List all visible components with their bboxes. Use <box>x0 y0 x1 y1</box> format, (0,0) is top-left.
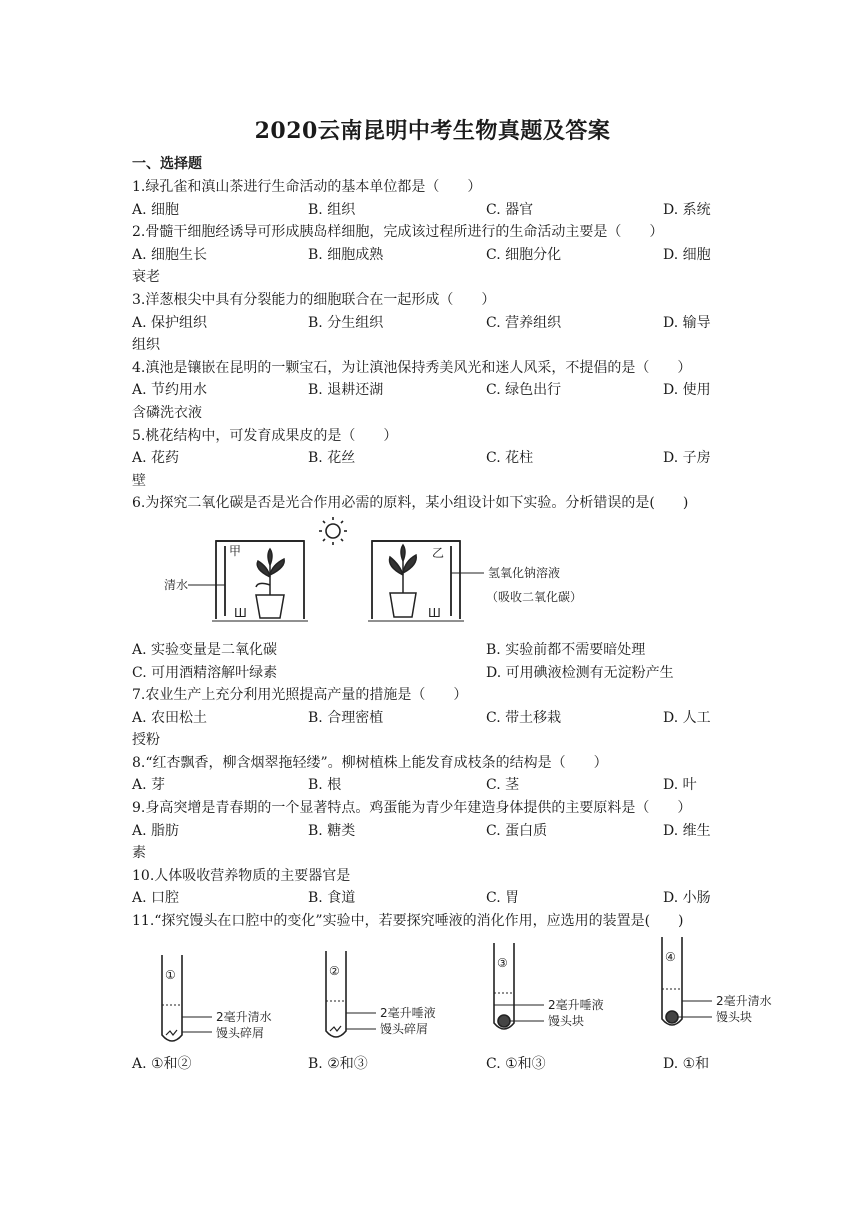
jar-b-icon <box>368 541 464 621</box>
option-a: A. 细胞 <box>132 201 180 218</box>
question-stem: 5.桃花结构中，可发育成果皮的是（ ） <box>132 427 398 444</box>
tube-1-bottom-label: 馒头碎屑 <box>216 1025 265 1040</box>
option-c: C. 可用酒精溶解叶绿素 <box>132 664 278 681</box>
option-a: A. 芽 <box>132 777 166 794</box>
option-b: B. 实验前都不需要暗处理 <box>486 641 646 658</box>
tube-2-number: ② <box>329 963 340 978</box>
plant-b-icon <box>390 545 417 617</box>
section-heading: 一、选择题 <box>132 156 202 172</box>
question-stem: 3.洋葱根尖中具有分裂能力的细胞联合在一起形成（ ） <box>132 291 496 308</box>
test-tube-figure <box>132 933 772 1053</box>
option-row <box>132 447 735 470</box>
tube-2-top-label: 2毫升唾液 <box>380 1005 436 1020</box>
option-b: B. 退耕还湖 <box>308 382 384 399</box>
option-b: B. 根 <box>308 777 342 794</box>
question-list <box>132 176 772 1075</box>
tube-1-top-label: 2毫升清水 <box>216 1009 272 1024</box>
label-jar-b: 乙 <box>432 545 445 560</box>
option-c: C. 绿色出行 <box>486 382 562 399</box>
option-b: B. 食道 <box>308 890 356 907</box>
option-a: A. 细胞生长 <box>132 246 208 263</box>
option-wrap: 素 <box>132 845 146 862</box>
plant-a-icon <box>256 549 284 618</box>
option-row <box>132 887 735 910</box>
option-c: C. 器官 <box>486 201 534 218</box>
option-d: D. 小肠 <box>663 890 711 907</box>
option-c: C. 细胞分化 <box>486 246 562 263</box>
question-stem: 1.绿孔雀和滇山茶进行生命活动的基本单位都是（ ） <box>132 179 482 195</box>
option-row <box>132 707 735 730</box>
jar-b-liquid-mark: Ш <box>428 605 441 620</box>
test-tube-diagram <box>132 933 812 1053</box>
option-a: A. 口腔 <box>132 890 180 907</box>
option-c: C. 茎 <box>486 777 520 794</box>
tube-1-number: ① <box>165 967 176 982</box>
option-d: D. 系统 <box>663 201 711 218</box>
option-d: D. 叶 <box>663 777 697 794</box>
option-d: D. 使用 <box>663 382 711 399</box>
option-c: C. ①和③ <box>486 1055 546 1072</box>
question-stem: 10.人体吸收营养物质的主要器官是 <box>132 867 351 884</box>
option-d: D. 人工 <box>663 709 711 726</box>
question-stem: 8.“红杏飘香，柳含烟翠拖轻缕”。柳树植株上能发育成枝条的结构是（ ） <box>132 754 608 771</box>
tube-4-number: ④ <box>665 949 676 964</box>
option-row <box>132 639 735 662</box>
option-b: B. 合理密植 <box>308 709 384 726</box>
option-a: A. 节约用水 <box>132 382 208 399</box>
option-a: A. 实验变量是二氧化碳 <box>132 641 278 658</box>
tube-2-bottom-label: 馒头碎屑 <box>380 1021 429 1036</box>
option-c: C. 带土移栽 <box>486 709 562 726</box>
option-b: B. 组织 <box>308 201 356 218</box>
question-stem: 6.为探究二氧化碳是否是光合作用必需的原料，某小组设计如下实验。分析错误的是( ) <box>132 495 689 512</box>
question-stem: 9.身高突增是青春期的一个显著特点。鸡蛋能为青少年建造身体提供的主要原料是（ ） <box>132 800 692 817</box>
option-d: D. 输导 <box>663 314 711 331</box>
option-a: A. 农田松土 <box>132 709 208 726</box>
tube-3-bottom-label: 馒头块 <box>548 1013 585 1028</box>
option-row <box>132 774 735 797</box>
page-title: 2020云南昆明中考生物真题及答案 <box>254 118 611 144</box>
option-row <box>132 820 735 843</box>
photosynthesis-experiment-figure <box>132 515 735 639</box>
label-water: 清水 <box>164 577 189 592</box>
option-c: C. 胃 <box>486 890 520 907</box>
question-stem: 2.骨髓干细胞经诱导可形成胰岛样细胞，完成该过程所进行的生命活动主要是（ ） <box>132 224 664 241</box>
label-absorb-co2: （吸收二氧化碳） <box>486 589 583 604</box>
option-row <box>132 662 735 685</box>
option-a: A. ①和② <box>132 1055 192 1072</box>
sun-icon <box>319 517 347 545</box>
option-b: B. 细胞成熟 <box>308 246 384 263</box>
option-row <box>132 1053 735 1076</box>
tube-3-top-label: 2毫升唾液 <box>548 997 604 1012</box>
label-naoh: 氢氧化钠溶液 <box>488 565 561 580</box>
option-d: D. ①和 <box>663 1055 710 1072</box>
label-jar-a: 甲 <box>229 543 242 558</box>
option-c: C. 营养组织 <box>486 314 562 331</box>
tube-4-top-label: 2毫升清水 <box>716 993 772 1008</box>
question-stem: 4.滇池是镶嵌在昆明的一颗宝石，为让滇池保持秀美风光和迷人风采，不提倡的是（ ） <box>132 359 692 376</box>
option-wrap: 壁 <box>132 472 146 489</box>
option-a: A. 保护组织 <box>132 314 208 331</box>
option-a: A. 花药 <box>132 450 180 467</box>
option-d: D. 细胞 <box>663 246 711 263</box>
tube-4-bottom-label: 馒头块 <box>716 1009 753 1024</box>
question-stem: 7.农业生产上充分利用光照提高产量的措施是（ ） <box>132 687 468 704</box>
tube-3-number: ③ <box>497 955 508 970</box>
jar-a-icon <box>212 541 308 621</box>
option-c: C. 花柱 <box>486 450 534 467</box>
option-d: D. 维生 <box>663 822 711 839</box>
jar-a-liquid-mark: Ш <box>234 605 247 620</box>
option-b: B. 分生组织 <box>308 314 384 331</box>
experiment-diagram <box>132 515 735 639</box>
option-b: B. 糖类 <box>308 822 356 839</box>
option-a: A. 脂肪 <box>132 822 180 839</box>
option-wrap: 授粉 <box>132 732 160 749</box>
option-d: D. 可用碘液检测有无淀粉产生 <box>486 664 674 681</box>
option-b: B. ②和③ <box>308 1055 368 1072</box>
option-row <box>132 312 735 335</box>
question-stem: 11.“探究馒头在口腔中的变化”实验中，若要探究唾液的消化作用，应选用的装置是( ) <box>132 913 684 930</box>
option-row <box>132 379 735 402</box>
option-wrap: 组织 <box>132 337 160 354</box>
option-row <box>132 199 735 222</box>
option-b: B. 花丝 <box>308 450 356 467</box>
option-wrap: 含磷洗衣液 <box>132 404 202 421</box>
option-row <box>132 244 735 267</box>
option-c: C. 蛋白质 <box>486 822 548 839</box>
option-wrap: 衰老 <box>132 269 160 286</box>
option-d: D. 子房 <box>663 450 711 467</box>
